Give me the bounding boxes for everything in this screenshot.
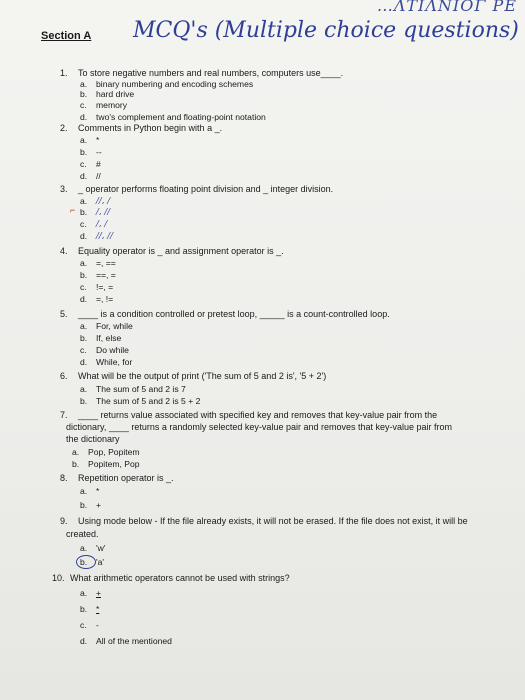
option-text: /, / bbox=[96, 219, 108, 229]
option-text: // bbox=[96, 171, 101, 181]
question-number: 7. bbox=[60, 410, 68, 420]
question-number: 5. bbox=[60, 309, 68, 319]
option-text: binary numbering and encoding schemes bbox=[96, 79, 254, 89]
question-number: 2. bbox=[60, 123, 68, 133]
question-number: 1. bbox=[60, 68, 68, 78]
option-text: Popitem, Pop bbox=[88, 459, 140, 469]
option-label: b. bbox=[80, 557, 88, 567]
option-label: a. bbox=[80, 543, 88, 553]
option-text: //, // bbox=[96, 231, 114, 241]
question-text: To store negative numbers and real numbers, computers use____. bbox=[78, 68, 344, 78]
option-label: b. bbox=[80, 396, 88, 406]
question-text: Comments in Python begin with a _. bbox=[78, 123, 223, 133]
option-label: d. bbox=[80, 636, 88, 646]
answer-mark: ⌐ bbox=[70, 205, 76, 215]
option-text: * bbox=[96, 486, 100, 496]
option-label: c. bbox=[80, 345, 87, 355]
option-text: -- bbox=[96, 147, 102, 157]
question-text: _ operator performs floating point division and _ integer division. bbox=[78, 184, 334, 194]
option-label: a. bbox=[80, 588, 88, 598]
option-label: d. bbox=[80, 357, 88, 367]
option-text: Do while bbox=[96, 345, 129, 355]
option-text: + bbox=[96, 588, 102, 598]
option-label: b. bbox=[80, 333, 88, 343]
option-text: hard drive bbox=[96, 89, 135, 99]
option-label: a. bbox=[80, 486, 88, 496]
top-handwriting: …ΛΤΙΛΝΙΟΓ ΡΕ bbox=[376, 0, 517, 15]
option-label: b. bbox=[80, 89, 88, 99]
option-label: a. bbox=[80, 196, 88, 206]
option-text: Pop, Popitem bbox=[88, 447, 140, 457]
question-text: What arithmetic operators cannot be used with strings? bbox=[70, 573, 290, 583]
question-text-line2: created. bbox=[66, 529, 99, 539]
option-label: b. bbox=[80, 147, 88, 157]
option-text: =, != bbox=[96, 294, 114, 304]
option-text: //, / bbox=[96, 196, 111, 206]
option-text: 'a' bbox=[96, 557, 105, 567]
question-number: 6. bbox=[60, 371, 68, 381]
option-label: d. bbox=[80, 294, 88, 304]
option-label: a. bbox=[80, 79, 88, 89]
question-number: 3. bbox=[60, 184, 68, 194]
option-text: - bbox=[96, 620, 99, 630]
option-text: =, == bbox=[96, 258, 116, 268]
question-text-line2: dictionary, ____ returns a randomly selected key-value pair and removes that key-value pair from bbox=[66, 422, 453, 432]
option-label: c. bbox=[80, 282, 87, 292]
option-text: All of the mentioned bbox=[96, 636, 172, 646]
question-text: Repetition operator is _. bbox=[78, 473, 174, 483]
option-label: a. bbox=[72, 447, 80, 457]
option-text: memory bbox=[96, 100, 128, 110]
option-label: c. bbox=[80, 620, 87, 630]
option-text: ==, = bbox=[96, 270, 116, 280]
option-text: + bbox=[96, 500, 102, 510]
option-label: b. bbox=[80, 270, 88, 280]
question-number: 4. bbox=[60, 246, 68, 256]
option-label: b. bbox=[80, 604, 88, 614]
handwritten-title: MCQ's (Multiple choice questions) bbox=[133, 18, 519, 43]
option-text: /, // bbox=[96, 207, 111, 217]
section-heading: Section A bbox=[41, 30, 92, 42]
option-label: a. bbox=[80, 384, 88, 394]
question-text: Equality operator is _ and assignment operator is _. bbox=[78, 246, 284, 256]
option-label: b. bbox=[72, 459, 80, 469]
option-label: d. bbox=[80, 231, 88, 241]
question-text-line3: the dictionary bbox=[66, 434, 120, 444]
option-label: a. bbox=[80, 135, 88, 145]
question-number: 10. bbox=[52, 573, 65, 583]
option-label: c. bbox=[80, 159, 87, 169]
option-text: * bbox=[96, 135, 100, 145]
option-text: !=, = bbox=[96, 282, 114, 292]
question-text: ____ is a condition controlled or pretest loop, _____ is a count-controlled loop. bbox=[78, 309, 390, 319]
question-text: ____ returns value associated with specified key and removes that key-value pair from the bbox=[78, 410, 438, 420]
question-number: 9. bbox=[60, 516, 68, 526]
option-label: d. bbox=[80, 171, 88, 181]
option-label: c. bbox=[80, 219, 87, 229]
option-text: If, else bbox=[96, 333, 122, 343]
option-label: b. bbox=[80, 207, 88, 217]
option-label: a. bbox=[80, 258, 88, 268]
option-text: * bbox=[96, 604, 100, 614]
question-text: What will be the output of print ('The sum of 5 and 2 is', '5 + 2') bbox=[78, 371, 327, 381]
question-number: 8. bbox=[60, 473, 68, 483]
option-text: While, for bbox=[96, 357, 133, 367]
option-label: c. bbox=[80, 100, 87, 110]
option-label: a. bbox=[80, 321, 88, 331]
option-text: For, while bbox=[96, 321, 133, 331]
option-label: b. bbox=[80, 500, 88, 510]
option-label: d. bbox=[80, 112, 88, 122]
option-text: # bbox=[96, 159, 101, 169]
question-text: Using mode below - If the file already exists, it will not be erased. If the file does not exist, it will be bbox=[78, 516, 468, 526]
option-text: The sum of 5 and 2 is 7 bbox=[96, 384, 186, 394]
option-text: two's complement and floating-point notation bbox=[96, 112, 266, 122]
option-text: The sum of 5 and 2 is 5 + 2 bbox=[96, 396, 201, 406]
option-text: 'w' bbox=[96, 543, 106, 553]
